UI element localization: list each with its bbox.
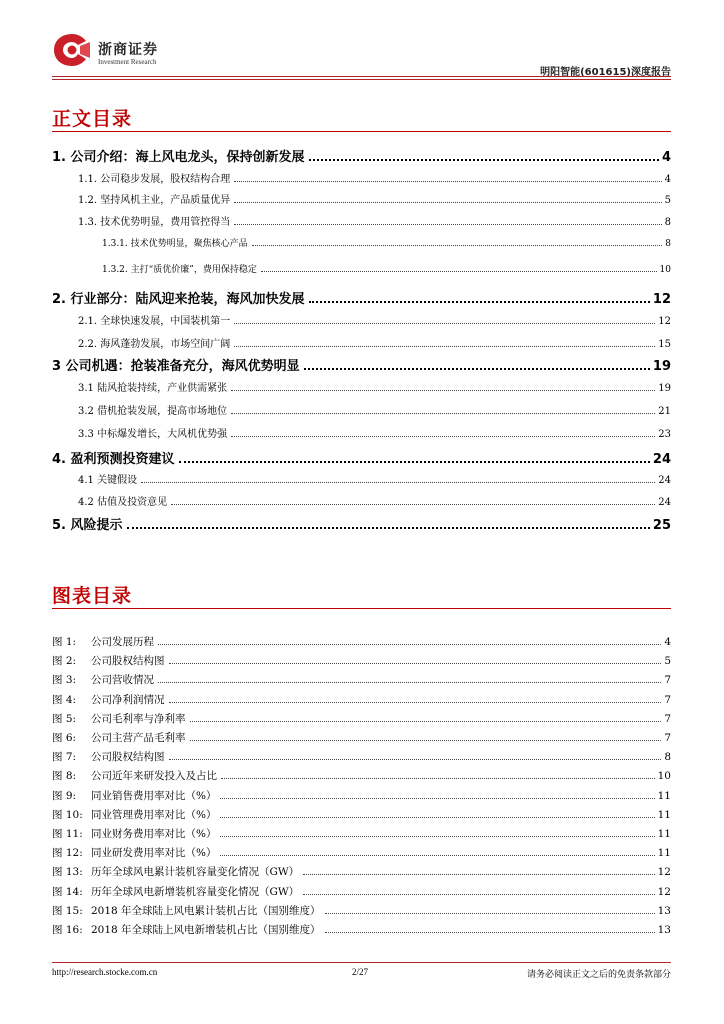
dot-leader [234,181,661,182]
toc-entry-title: 1.1. 公司稳步发展，股权结构合理 [78,174,231,185]
figure-title: 公司发展历程 [91,636,154,648]
toc-entry-title: 2.2. 海风蓬勃发展，市场空间广阔 [78,339,231,350]
toc-entry[interactable] [78,471,671,485]
dot-leader [234,323,655,324]
figure-entry-label [52,634,156,649]
toc-entry[interactable] [52,514,671,532]
toc-entry[interactable] [102,262,671,275]
figure-entry[interactable] [52,826,671,841]
toc-entry-title: 4.1 关键假设 [78,475,138,486]
figure-entry-label [52,807,218,822]
page-indicator: 2/27 [352,967,369,977]
dot-leader [169,759,662,760]
figure-title: 公司股权结构图 [91,751,165,764]
figure-page: 12 [657,866,671,879]
dot-leader [141,482,655,483]
figure-entry-label [52,672,156,687]
figure-entry-label [52,653,167,668]
dot-leader [171,504,655,505]
figure-entry[interactable] [52,884,671,899]
dot-leader [158,644,661,645]
dot-leader [220,798,654,799]
figure-title: 历年全球风电累计装机容量变化情况（GW） [91,866,300,879]
figure-page: 10 [657,770,671,783]
figure-entry[interactable] [52,672,671,687]
toc-entry[interactable] [78,312,671,326]
figure-title: 2018 年全球陆上风电累计装机占比（国别维度） [91,904,321,917]
toc-entry[interactable] [52,288,671,306]
toc-entry-title: 1. 公司介绍：海上风电龙头，保持创新发展 [52,150,305,165]
dot-leader [261,271,657,272]
toc-entry-title: 5. 风险提示 [52,518,123,533]
footer-disclaimer: 请务必阅读正文之后的免责条款部分 [526,970,671,980]
dot-leader [304,368,650,370]
dot-leader [190,740,662,741]
figure-title: 历年全球风电新增装机容量变化情况（GW） [91,885,300,898]
toc-entry[interactable] [78,191,671,205]
toc-entry-page: 21 [658,406,671,417]
figure-page: 11 [657,847,671,860]
figure-entry[interactable] [52,653,671,668]
toc-entry-page: 8 [664,217,671,228]
brand-name: 浙商证券 [98,42,158,58]
dot-leader [220,855,654,856]
dot-leader [309,301,650,303]
dot-leader [231,413,655,414]
footer-divider [52,962,671,963]
toc-heading-rule [52,131,671,132]
figure-title: 公司股权结构图 [91,655,165,668]
header-divider-thin [52,79,671,80]
figure-entry-label [52,826,218,841]
dot-leader [179,461,650,463]
toc-entry[interactable] [78,379,671,393]
toc-entry[interactable] [52,146,671,164]
dot-leader [190,721,662,722]
figure-title: 同业管理费用率对比（%） [91,808,217,821]
toc-entry-title: 3.3 中标爆发增长，大风机优势强 [78,429,228,440]
figures-heading: 图表目录 [52,585,133,607]
figure-number: 图 1: [52,636,77,648]
figure-number: 图 9: [52,789,77,802]
toc-heading: 正文目录 [52,108,133,130]
figure-number: 图 14: [52,885,83,898]
figure-entry[interactable] [52,692,671,707]
toc-entry[interactable] [78,335,671,349]
toc-entry-page: 12 [652,292,671,307]
toc-entry-page: 4 [664,174,671,185]
figure-number: 图 2: [52,655,77,668]
figure-entry-label [52,711,188,726]
figure-page: 7 [664,693,671,706]
dot-leader [169,663,662,664]
toc-entry-page: 19 [658,383,671,394]
figure-page: 7 [664,674,671,687]
figure-title: 公司净利润情况 [91,693,165,706]
toc-entry-page: 24 [658,497,671,508]
dot-leader [127,527,650,529]
toc-entry-title: 1.3. 技术优势明显，费用管控得当 [78,217,231,228]
toc-entry[interactable] [78,170,671,184]
figure-page: 11 [657,828,671,840]
figure-entry-label [52,922,323,937]
figure-entry-label [52,692,167,707]
figure-entry-label [52,845,218,860]
figure-number: 图 4: [52,693,77,706]
toc-entry[interactable] [102,236,671,249]
figure-entry-label [52,730,188,745]
toc-entry-title: 3.1 陆风抢装持续，产业供需紧张 [78,383,228,394]
figure-title: 同业销售费用率对比（%） [91,789,217,802]
dot-leader [234,224,661,225]
figure-entry[interactable] [52,749,671,764]
dot-leader [231,390,655,391]
figure-entry[interactable] [52,922,671,937]
toc-entry-title: 3.2 借机抢装发展，提高市场地位 [78,406,228,417]
toc-entry-page: 25 [652,518,671,533]
dot-leader [220,817,654,818]
figure-page: 4 [664,636,671,648]
figure-title: 公司毛利率与净利率 [91,712,186,725]
figure-page: 8 [664,751,671,764]
figure-entry-label [52,768,219,783]
toc-entry-page: 10 [659,265,671,275]
toc-entry[interactable] [52,355,671,373]
toc-entry-title: 3 公司机遇：抢装准备充分，海风优势明显 [52,359,300,374]
brand-subtitle: Investment Research [98,58,157,66]
figure-entry[interactable] [52,807,671,822]
dot-leader [303,894,654,895]
dot-leader [325,932,655,933]
figure-number: 图 16: [52,924,83,936]
company-logo-icon [52,32,92,68]
toc-entry-page: 15 [658,339,671,350]
toc-entry-title: 4. 盈利预测投资建议 [52,452,175,467]
figure-number: 图 3: [52,674,77,687]
figure-entry-label [52,788,218,803]
toc-entry[interactable] [78,213,671,227]
figure-title: 公司营收情况 [91,674,154,687]
header-divider [52,76,671,77]
dot-leader [169,702,662,703]
toc-entry-title: 4.2 估值及投资意见 [78,497,168,508]
figure-number: 图 5: [52,712,77,725]
figure-number: 图 15: [52,904,83,917]
figure-page: 5 [664,655,671,668]
figure-number: 图 12: [52,847,83,860]
figure-entry-label [52,884,301,899]
dot-leader [309,159,659,161]
toc-entry-title: 2.1. 全球快速发展，中国装机第一 [78,316,231,327]
figure-page: 12 [657,885,671,898]
toc-entry[interactable] [52,448,671,466]
toc-entry-title: 2. 行业部分：陆风迎来抢装，海风加快发展 [52,292,305,307]
dot-leader [221,778,655,779]
dot-leader [231,436,655,437]
figure-entry[interactable] [52,730,671,745]
dot-leader [303,874,654,875]
figure-entry[interactable] [52,768,671,783]
report-title: 明阳智能(601615)深度报告 [540,67,671,78]
toc-entry-page: 12 [658,316,671,327]
figure-number: 图 6: [52,732,77,744]
toc-entry-page: 8 [665,239,671,249]
figure-number: 图 13: [52,866,83,879]
dot-leader [325,913,655,914]
figure-title: 同业研发费用率对比（%） [91,847,217,860]
figure-entry-label [52,749,167,764]
figure-title: 公司主营产品毛利率 [91,732,186,744]
toc-entry-page: 5 [664,195,671,206]
dot-leader [158,682,661,683]
toc-entry-title: 1.2. 坚持风机主业，产品质量优异 [78,195,231,206]
footer-url[interactable]: http://research.stocke.com.cn [52,967,158,977]
figure-entry[interactable] [52,634,671,649]
toc-entry-page: 24 [658,475,671,486]
toc-entry-title: 1.3.1. 技术优势明显，聚焦核心产品 [102,239,248,249]
figure-title: 公司近年来研发投入及占比 [91,770,217,783]
dot-leader [234,202,661,203]
figure-title: 同业财务费用率对比（%） [91,828,217,840]
figure-entry[interactable] [52,711,671,726]
toc-entry-page: 4 [661,150,671,165]
figure-page: 11 [657,808,671,821]
figure-page: 7 [664,712,671,725]
figure-number: 图 10: [52,808,83,821]
toc-entry-page: 24 [652,452,671,467]
figure-entry-label [52,903,323,918]
toc-entry-page: 23 [658,429,671,440]
figure-entry[interactable] [52,845,671,860]
figure-number: 图 8: [52,770,77,783]
dot-leader [252,245,663,246]
figure-page: 7 [664,732,671,744]
toc-entry[interactable] [78,402,671,416]
figure-number: 图 11: [52,828,83,840]
figures-heading-rule [52,608,671,609]
toc-entry[interactable] [78,493,671,507]
figure-entry[interactable] [52,903,671,918]
figure-entry[interactable] [52,864,671,879]
figure-page: 11 [657,789,671,802]
toc-entry-page: 19 [652,359,671,374]
toc-entry[interactable] [78,425,671,439]
figure-title: 2018 年全球陆上风电新增装机占比（国别维度） [91,924,321,936]
toc-entry-title: 1.3.2. 主打“质优价廉”，费用保持稳定 [102,265,257,275]
figure-page: 13 [657,924,671,936]
dot-leader [234,346,655,347]
figure-page: 13 [657,904,671,917]
figure-entry[interactable] [52,788,671,803]
dot-leader [220,836,654,837]
figure-entry-label [52,864,301,879]
figure-number: 图 7: [52,751,77,764]
